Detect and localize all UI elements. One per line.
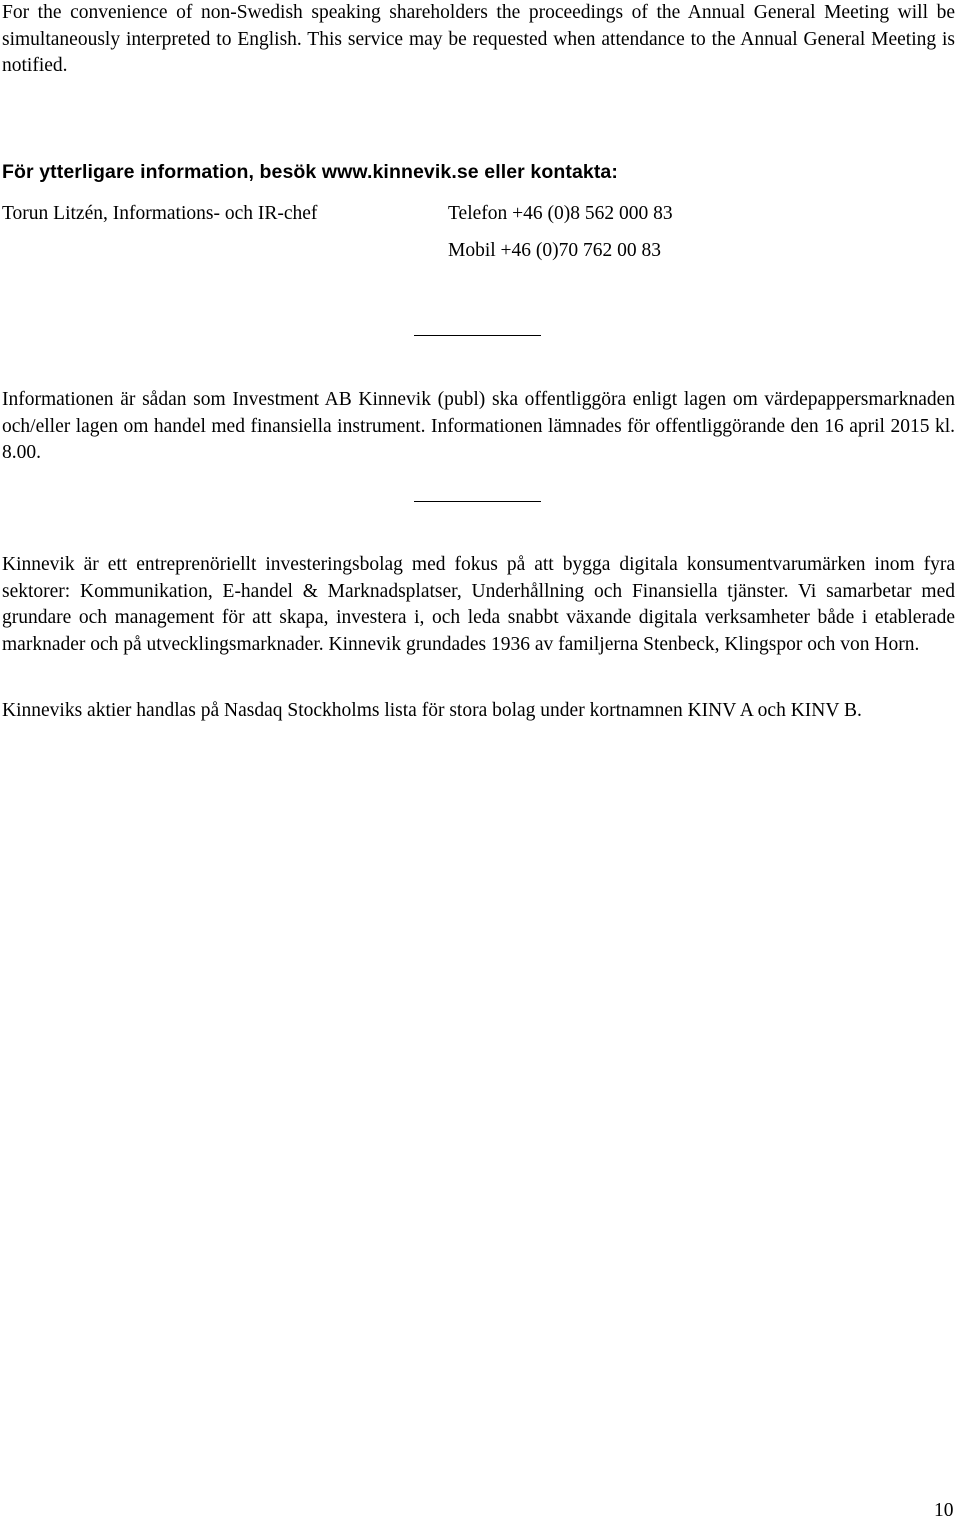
section-divider bbox=[414, 335, 541, 336]
english-interpretation-notice: For the convenience of non-Swedish speaking shareholders the proceedings of the Annual General Meeting will be simultaneously interpreted to English. This service may be requested when attendance to the Annual General Meeting is notified. bbox=[2, 2, 955, 76]
section-divider bbox=[414, 501, 541, 502]
share-listing-paragraph: Kinneviks aktier handlas på Nasdaq Stockholms lista för stora bolag under kortnamnen KINV A och KINV B. bbox=[2, 700, 862, 721]
disclosure-paragraph: Informationen är sådan som Investment AB Kinnevik (publ) ska offentliggöra enligt lagen om värdepappersmarknaden och/eller lagen om handel med finansiella instrument. Informationen lämnades för offentliggörande den 16 april 2015 kl. 8.00. bbox=[2, 389, 955, 463]
page-number: 10 bbox=[934, 1500, 954, 1521]
contact-phone: Telefon +46 (0)8 562 000 83 bbox=[448, 203, 673, 224]
further-information-heading: För ytterligare information, besök www.kinnevik.se eller kontakta: bbox=[2, 161, 618, 183]
company-description-paragraph: Kinnevik är ett entreprenöriellt investeringsbolag med fokus på att bygga digitala konsumentvarumärken inom fyra sektorer: Kommunikation, E-handel & Marknadsplatser, Underhållning och Finansiella tjänster. Vi samarbetar med grundare och management för att skapa, investera i, och leda snabbt växande digitala verksamheter både i etablerade marknader och på utvecklingsmarknader. Kinnevik grundades 1936 av familjerna Stenbeck, Klingspor och von Horn. bbox=[2, 554, 955, 655]
contact-mobile: Mobil +46 (0)70 762 00 83 bbox=[448, 240, 662, 261]
contact-name-title: Torun Litzén, Informations- och IR-chef bbox=[2, 203, 318, 224]
